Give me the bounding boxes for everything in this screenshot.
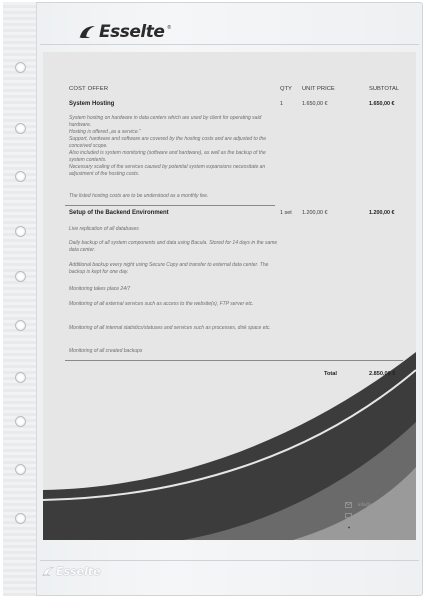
total-label: Total (324, 371, 337, 377)
line-item-paragraph: Monitoring of all external services such as access to the website(s), FTP server etc. (69, 301, 254, 307)
contact-website-text: www.esselte.com (358, 514, 394, 519)
description-line: System hosting on hardware in data centers which are used by client for operating said hardware. (69, 115, 262, 128)
punch-hole (15, 171, 26, 182)
line-item-subtotal: 1.650,00 € (369, 101, 395, 107)
line-item-title: Setup of the Backend Environment (69, 210, 169, 216)
line-item-qty: 1 (280, 101, 283, 107)
line-item-paragraph: Monitoring of all internal statistics/statuses and services such as processes, disk space etc. (69, 325, 271, 331)
cost-offer-sheet (43, 52, 416, 540)
line-item-qty: 1 set (280, 210, 292, 216)
line-item-paragraph: Additional backup every night using Secure Copy and transfer to external data center. The backup is kept for one day. (69, 262, 269, 275)
location-pin-icon (345, 525, 352, 532)
line-item-title: System Hosting (69, 101, 115, 107)
column-header-description: COST OFFER (69, 86, 109, 92)
punch-hole (15, 464, 26, 475)
punch-hole (15, 372, 26, 383)
line-item-paragraph: Monitoring of all created backups (69, 348, 143, 354)
column-header-qty: QTY (280, 86, 292, 92)
line-item-unit-price: 1.650,00 € (302, 101, 328, 107)
sleeve-bottom-seam (40, 560, 419, 561)
punch-hole (15, 320, 26, 331)
punch-hole (15, 271, 26, 282)
contact-address (345, 525, 386, 532)
contact-email-text: info@esselte.com (358, 502, 395, 507)
esselte-emblem-icon (78, 24, 96, 40)
sleeve-embossed-logo (42, 564, 101, 578)
line-item-unit-price: 1.200,00 € (302, 210, 328, 216)
line-item-note: The listed hosting costs are to be understood as a monthly fee. (69, 193, 209, 199)
description-line: Support, hardware and software are covered by the hosting costs and are adjusted to the conceived scope. (69, 136, 267, 149)
contact-address-text: City Street 23 (358, 526, 386, 531)
registered-mark: ® (167, 25, 172, 31)
item-divider (65, 205, 275, 206)
line-item-description (69, 115, 274, 178)
total-value: 2.850,00 € (369, 371, 396, 377)
esselte-logo (78, 22, 171, 42)
punch-hole (15, 416, 26, 427)
punch-hole (15, 62, 26, 73)
punch-hole (15, 123, 26, 134)
brand-wordmark: Esselte (99, 22, 165, 42)
contact-email (345, 501, 395, 508)
line-item-paragraph: Live replication of all databases (69, 226, 139, 232)
line-item-paragraph: Monitoring takes place 24/7 (69, 286, 131, 292)
column-header-unit-price: UNIT PRICE (302, 86, 335, 92)
embossed-wordmark: Esselte (56, 564, 101, 578)
mail-icon (345, 501, 352, 508)
punch-hole (15, 226, 26, 237)
description-line: Also included is system monitoring (software and hardware), as well as the backup of the system contents. (69, 150, 266, 163)
punch-hole (15, 513, 26, 524)
esselte-emblem-icon (42, 566, 54, 577)
sleeve-top-seam (40, 44, 419, 45)
column-header-subtotal: SUBTOTAL (369, 86, 400, 92)
description-line: Necessary scaling of the services caused by potential system expansions necessitate an adjustment of the hosting costs. (69, 164, 266, 177)
line-item-paragraph: Daily backup of all system components and data using Bacula. Stored for 14 days in the same data center. (69, 240, 278, 253)
contact-website (345, 513, 394, 520)
description-line: Hosting is offered „as a service.“ (69, 129, 141, 135)
punched-hole-strip (3, 2, 37, 596)
total-divider (65, 360, 403, 361)
line-item-subtotal: 1.200,00 € (369, 210, 395, 216)
monitor-icon (345, 513, 352, 520)
